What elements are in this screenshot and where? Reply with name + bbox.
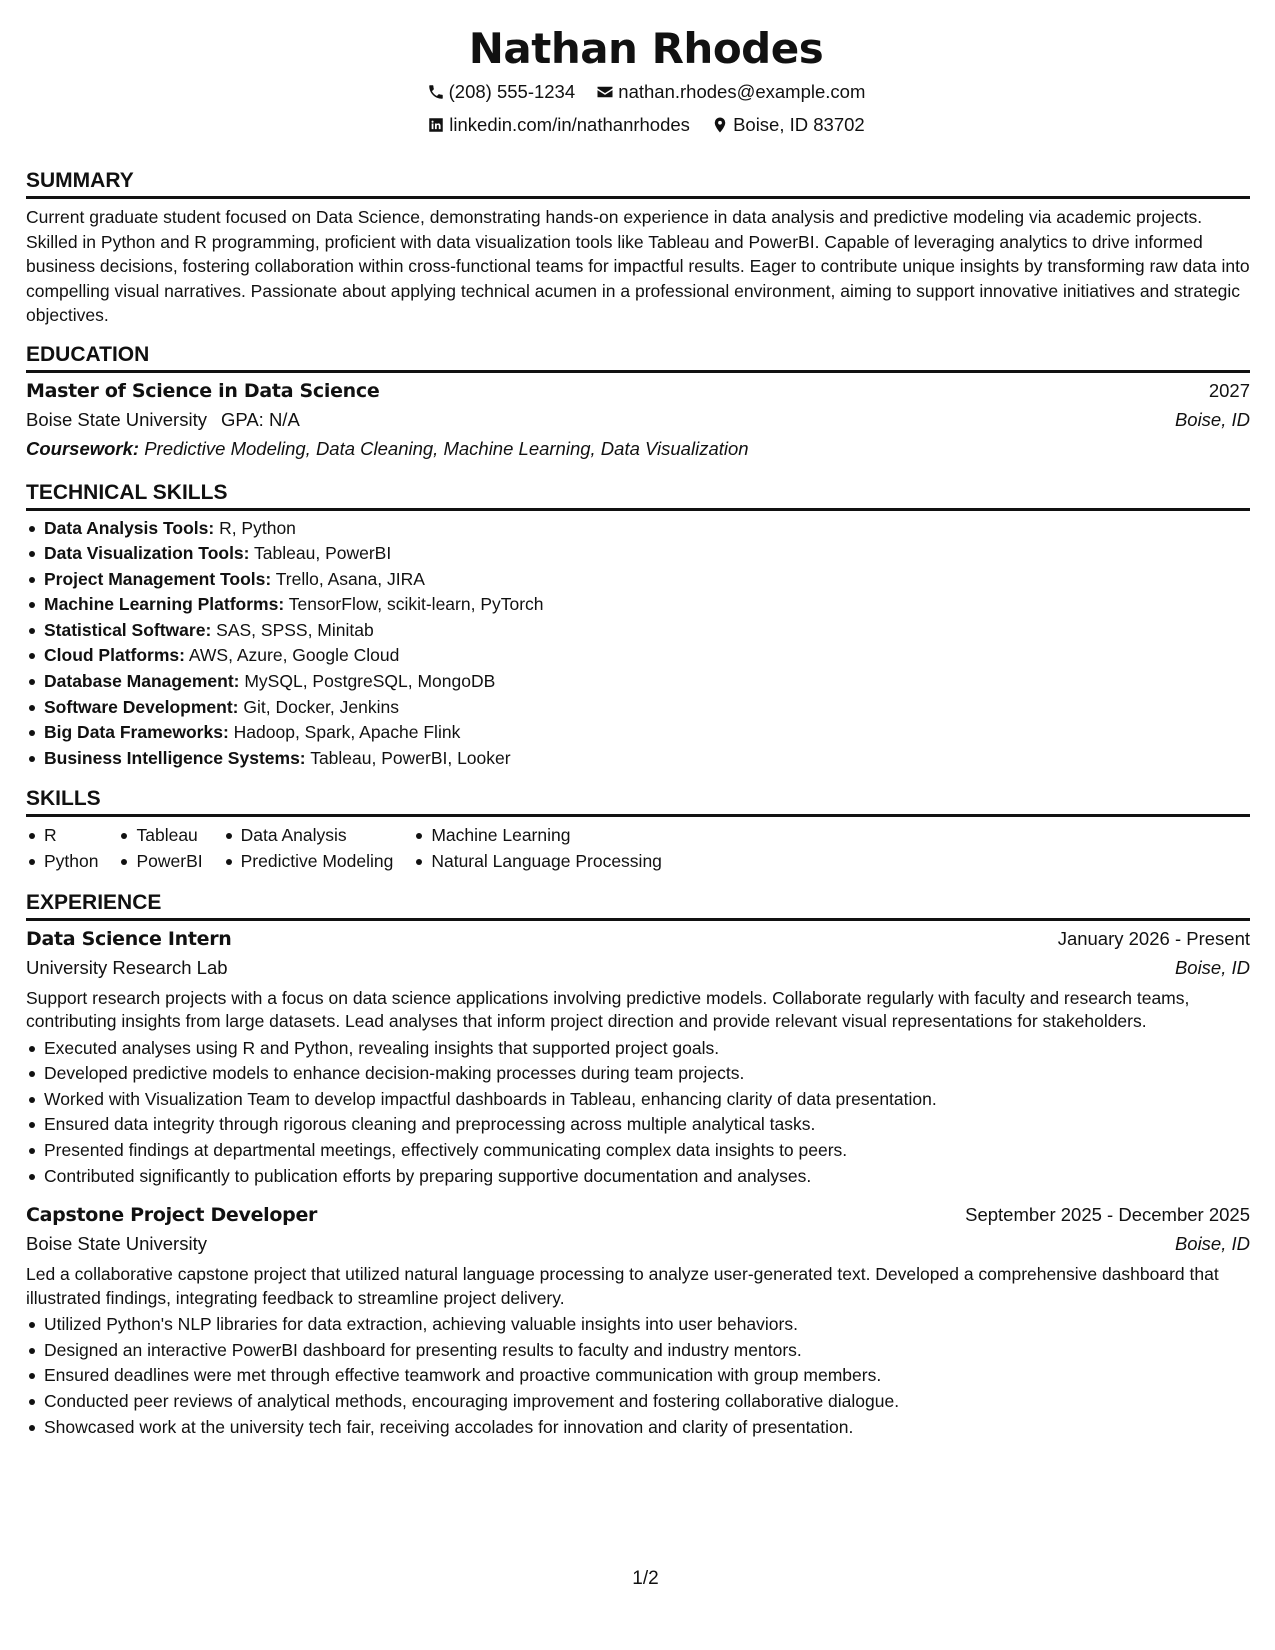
job-bullet: Designed an interactive PowerBI dashboard for presenting results to faculty and industry mentors.	[26, 1338, 1250, 1364]
page-number: 1/2	[632, 1568, 659, 1589]
contact-location	[711, 113, 865, 137]
linkedin-link[interactable]: linkedin.com/in/nathanrhodes	[449, 114, 690, 135]
tech-skill-value: R, Python	[219, 517, 296, 538]
technical-skills-heading: TECHNICAL SKILLS	[26, 480, 1250, 511]
tech-skill-value: AWS, Azure, Google Cloud	[188, 645, 400, 666]
experience-entry	[26, 925, 1250, 1190]
job-description: Led a collaborative capstone project that utilized natural language processing to analyze user-generated text. Developed a comprehensive dashboard that illustrated findings, integrating feedback to streamline project delivery.	[26, 1264, 1219, 1308]
skills-section	[26, 786, 1250, 874]
summary-section	[26, 168, 1250, 328]
gpa-text: GPA: N/A	[220, 408, 300, 430]
graduation-year: 2027	[1208, 379, 1250, 401]
job-bullets	[26, 1312, 1250, 1440]
experience-sub	[26, 953, 1250, 983]
coursework-line	[26, 435, 1250, 463]
skill-item: PowerBI	[118, 849, 202, 875]
skill-item: Machine Learning	[413, 823, 662, 849]
tech-skill-label: Business Intelligence Systems:	[44, 747, 306, 768]
education-section	[26, 342, 1250, 463]
tech-skill-label: Database Management:	[44, 671, 240, 692]
tech-skill-item	[26, 669, 1250, 695]
contact-email[interactable]	[596, 80, 865, 104]
tech-skill-item	[26, 592, 1250, 618]
tech-skill-value: Git, Docker, Jenkins	[243, 696, 399, 717]
skill-item: Data Analysis	[223, 823, 394, 849]
skills-column	[413, 823, 662, 874]
experience-entry	[26, 1201, 1250, 1440]
summary-text: Current graduate student focused on Data Science, demonstrating hands-on experience in data analysis and predictive modeling via academic projects. Skilled in Python and R programming, proficient with data visualization tools like Tableau and PowerBI. Capable of leveraging analytics to drive informed business decisions, fostering collaboration within cross-functional teams for impactful results. Eager to contribute unique insights by transforming raw data into compelling visual narratives. Passionate about applying technical acumen in a professional environment, aiming to support innovative initiatives and strategic objectives.	[26, 207, 1250, 325]
job-title: Capstone Project Developer	[26, 1204, 318, 1227]
job-bullet: Conducted peer reviews of analytical methods, encouraging improvement and fostering collaborative dialogue.	[26, 1389, 1250, 1415]
skills-column	[118, 823, 202, 874]
phone-icon	[427, 83, 445, 101]
experience-sub	[26, 1229, 1250, 1259]
tech-skill-label: Cloud Platforms:	[44, 645, 185, 666]
tech-skill-label: Big Data Frameworks:	[44, 722, 229, 743]
experience-section	[26, 890, 1250, 1441]
education-location: Boise, ID	[1174, 408, 1250, 430]
skills-column	[223, 823, 394, 874]
education-head	[26, 377, 1250, 405]
skills-heading: SKILLS	[26, 786, 1250, 817]
contact-linkedin[interactable]	[427, 113, 690, 137]
tech-skill-value: SAS, SPSS, Minitab	[216, 619, 374, 640]
job-dates: September 2025 - December 2025	[965, 1204, 1250, 1226]
tech-skill-value: Trello, Asana, JIRA	[275, 568, 425, 589]
tech-skill-value: Tableau, PowerBI, Looker	[310, 747, 511, 768]
tech-skill-value: Tableau, PowerBI	[254, 543, 392, 564]
tech-skill-value: TensorFlow, scikit-learn, PyTorch	[288, 594, 544, 615]
job-dates: January 2026 - Present	[1057, 927, 1250, 949]
tech-skill-label: Software Development:	[44, 696, 239, 717]
job-bullet: Showcased work at the university tech fair, receiving accolades for innovation and clarity of presentation.	[26, 1415, 1250, 1441]
job-bullet: Worked with Visualization Team to develop impactful dashboards in Tableau, enhancing clarity of data presentation.	[26, 1087, 1250, 1113]
email-link[interactable]: nathan.rhodes@example.com	[618, 81, 866, 102]
tech-skill-item	[26, 516, 1250, 542]
tech-skill-item	[26, 567, 1250, 593]
skills-column	[26, 823, 98, 874]
candidate-name: Nathan Rhodes	[468, 24, 824, 73]
job-bullet: Ensured data integrity through rigorous cleaning and preprocessing across multiple analytical tasks.	[26, 1112, 1250, 1138]
education-school-line	[26, 405, 300, 435]
experience-head	[26, 925, 1250, 953]
coursework-list: Predictive Modeling, Data Cleaning, Machine Learning, Data Visualization	[144, 437, 749, 459]
coursework-label: Coursework:	[26, 437, 140, 459]
tech-skill-label: Data Visualization Tools:	[44, 543, 250, 564]
summary-heading: SUMMARY	[26, 168, 1250, 199]
school-name: Boise State University	[26, 408, 207, 430]
skill-item: Natural Language Processing	[413, 849, 662, 875]
contact-row-2	[42, 113, 1250, 140]
tech-skill-item	[26, 746, 1250, 772]
skill-item: R	[26, 823, 98, 849]
job-bullet: Contributed significantly to publication efforts by preparing supportive documentation and analyses.	[26, 1164, 1250, 1190]
job-bullet: Ensured deadlines were met through effective teamwork and proactive communication with group members.	[26, 1363, 1250, 1389]
job-organization: Boise State University	[26, 1233, 207, 1255]
tech-skill-item	[26, 541, 1250, 567]
tech-skill-label: Data Analysis Tools:	[44, 517, 215, 538]
job-bullets	[26, 1036, 1250, 1190]
job-bullet: Presented findings at departmental meetings, effectively communicating complex data insights to peers.	[26, 1138, 1250, 1164]
job-bullet: Executed analyses using R and Python, revealing insights that supported project goals.	[26, 1036, 1250, 1062]
degree-title: Master of Science in Data Science	[26, 379, 380, 402]
job-description: Support research projects with a focus on data science applications involving predictive models. Collaborate regularly with faculty and research teams, contributing insights from large datasets. Lead analyses that inform project direction and provide relevant visual representations for stakeholders.	[26, 987, 1190, 1032]
tech-skill-label: Project Management Tools:	[44, 568, 272, 589]
experience-heading: EXPERIENCE	[26, 890, 1250, 921]
tech-skill-label: Statistical Software:	[44, 619, 212, 640]
job-location: Boise, ID	[1174, 1233, 1250, 1255]
education-heading: EDUCATION	[26, 342, 1250, 373]
map-pin-icon	[711, 116, 729, 134]
job-organization: University Research Lab	[26, 956, 228, 978]
tech-skill-label: Machine Learning Platforms:	[44, 594, 285, 615]
resume-page	[26, 22, 1250, 1440]
tech-skill-item	[26, 720, 1250, 746]
tech-skill-item	[26, 618, 1250, 644]
skill-item: Predictive Modeling	[223, 849, 394, 875]
tech-skill-value: Hadoop, Spark, Apache Flink	[233, 722, 461, 743]
tech-skill-item	[26, 695, 1250, 721]
linkedin-icon	[427, 116, 445, 134]
tech-skill-value: MySQL, PostgreSQL, MongoDB	[244, 671, 496, 692]
technical-skills-section	[26, 480, 1250, 772]
job-bullet: Developed predictive models to enhance decision-making processes during team projects.	[26, 1061, 1250, 1087]
phone-text: (208) 555-1234	[448, 81, 576, 102]
job-title: Data Science Intern	[26, 927, 232, 950]
tech-skill-item	[26, 643, 1250, 669]
skill-item: Tableau	[118, 823, 202, 849]
envelope-icon	[596, 83, 614, 101]
job-location: Boise, ID	[1174, 956, 1250, 978]
location-text: Boise, ID 83702	[733, 114, 865, 135]
education-sub	[26, 405, 1250, 435]
experience-head	[26, 1201, 1250, 1229]
skill-item: Python	[26, 849, 98, 875]
job-bullet: Utilized Python's NLP libraries for data extraction, achieving valuable insights into user behaviors.	[26, 1312, 1250, 1338]
contact-phone	[427, 80, 576, 104]
skills-grid	[26, 823, 1250, 874]
contact-row-1	[42, 80, 1250, 107]
technical-skills-list	[26, 516, 1250, 772]
